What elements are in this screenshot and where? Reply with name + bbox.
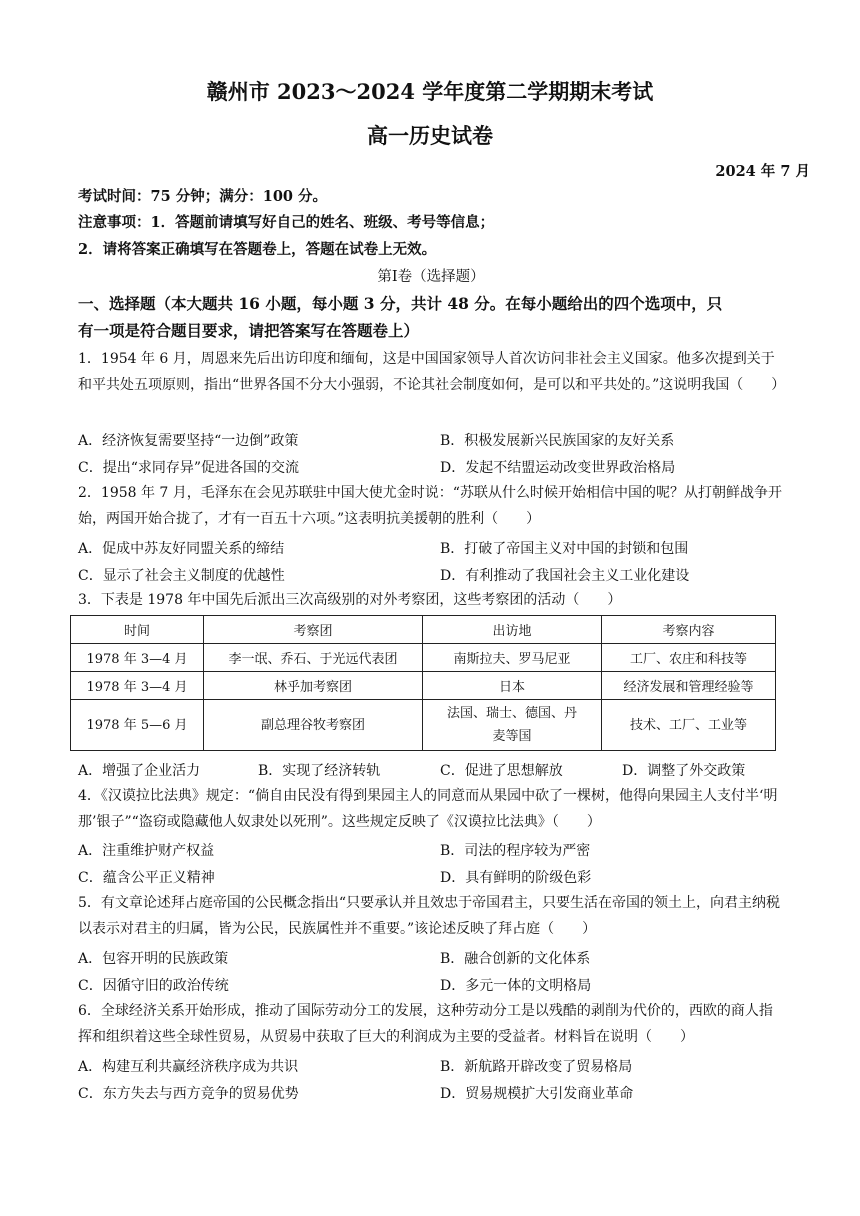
table-header-cell: 出访地 (423, 616, 602, 644)
section-heading-line2: 有一项是符合题目要求，请把答案写在答题卷上） (78, 321, 420, 340)
table-cell: 法国、瑞士、德国、丹麦等国 (423, 700, 602, 751)
delegation-table (70, 615, 776, 751)
section-heading-line1: 一、选择题（本大题共 16 小题，每小题 3 分，共计 48 分。在每小题给出的四个选项中，只 (78, 294, 723, 313)
question-3-stem: 3．下表是 1978 年中国先后派出三次高级别的对外考察团，这些考察团的活动（ ） (78, 592, 622, 608)
table-cell: 日本 (423, 672, 602, 700)
table-cell: 1978 年 5—6 月 (71, 700, 204, 751)
table-cell: 副总理谷牧考察团 (204, 700, 423, 751)
question-4-option-a[interactable]: A．注重维护财产权益 (78, 843, 215, 859)
question-4-option-d[interactable]: D．具有鲜明的阶级色彩 (440, 870, 592, 886)
table-cell: 李一氓、乔石、于光远代表团 (204, 644, 423, 672)
table-header-cell: 时间 (71, 616, 204, 644)
question-6-option-c[interactable]: C．东方失去与西方竞争的贸易优势 (78, 1086, 299, 1102)
question-2-option-d[interactable]: D．有利推动了我国社会主义工业化建设 (440, 568, 690, 584)
question-2-stem: 2．1958 年 7 月，毛泽东在会见苏联驻中国大使尤金时说：“苏联从什么时候开始相信中国的呢？从打朝鲜战争开始，两国开始合拢了，才有一百五十六项。”这表明抗美援朝的胜利（ ） (78, 485, 782, 527)
question-3-option-b[interactable]: B．实现了经济转轨 (258, 763, 381, 779)
question-2-option-b[interactable]: B．打破了帝国主义对中国的封锁和包围 (440, 541, 689, 557)
table-cell: 1978 年 3—4 月 (71, 672, 204, 700)
table-cell: 经济发展和管理经验等 (602, 672, 776, 700)
table-cell: 林乎加考察团 (204, 672, 423, 700)
exam-time: 考试时间：75 分钟；满分：100 分。 (78, 188, 328, 205)
table-cell: 工厂、农庄和科技等 (602, 644, 776, 672)
question-2-option-a[interactable]: A．促成中苏友好同盟关系的缔结 (78, 541, 285, 557)
question-4-option-b[interactable]: B．司法的程序较为严密 (440, 843, 591, 859)
question-1-option-d[interactable]: D．发起不结盟运动改变世界政治格局 (440, 460, 676, 476)
exam-date: 2024 年 7 月 (715, 163, 810, 180)
question-5-option-a[interactable]: A．包容开明的民族政策 (78, 951, 229, 967)
question-3-option-d[interactable]: D．调整了外交政策 (622, 763, 746, 779)
table-row (71, 644, 776, 672)
question-1-option-b[interactable]: B．积极发展新兴民族国家的友好关系 (440, 433, 675, 449)
question-5-option-b[interactable]: B．融合创新的文化体系 (440, 951, 591, 967)
question-6-option-d[interactable]: D．贸易规模扩大引发商业革命 (440, 1086, 634, 1102)
question-4-stem: 4．《汉谟拉比法典》规定：“倘自由民没有得到果园主人的同意而从果园中砍了一棵树，他得向果园主人支付半‘明那’银子”“盗窃或隐藏他人奴隶处以死刑”。这些规定反映了《汉谟拉比法典》（ ） (78, 788, 778, 830)
table-cell: 技术、工厂、工业等 (602, 700, 776, 751)
table-header-row (71, 616, 776, 644)
notice-1: 注意事项：1．答题前请填写好自己的姓名、班级、考号等信息； (78, 214, 495, 231)
question-2-option-c[interactable]: C．显示了社会主义制度的优越性 (78, 568, 285, 584)
table-header-cell: 考察内容 (602, 616, 776, 644)
exam-subtitle: 高一历史试卷 (367, 123, 493, 148)
question-1-stem: 1．1954 年 6 月，周恩来先后出访印度和缅甸，这是中国国家领导人首次访问非社会主义国家。他多次提到关于和平共处五项原则，指出“世界各国不分大小强弱，不论其社会制度如何，是可以和平共处的。”这说明我国（ ） (78, 351, 786, 393)
question-5-stem: 5．有文章论述拜占庭帝国的公民概念指出“只要承认并且效忠于帝国君主，只要生活在帝国的领土上，向君主纳税以表示对君主的归属，皆为公民，民族属性并不重要。”该论述反映了拜占庭（ ） (78, 895, 781, 937)
question-5-option-d[interactable]: D．多元一体的文明格局 (440, 978, 592, 994)
table-header-cell: 考察团 (204, 616, 423, 644)
table-row (71, 672, 776, 700)
volume-heading: 第Ⅰ卷（选择题） (377, 269, 485, 285)
question-5-option-c[interactable]: C．因循守旧的政治传统 (78, 978, 229, 994)
exam-title: 赣州市 2023～2024 学年度第二学期期末考试 (206, 79, 654, 104)
question-4-option-c[interactable]: C．蕴含公平正义精神 (78, 870, 215, 886)
notice-2: 2．请将答案正确填写在答题卷上，答题在试卷上无效。 (78, 241, 437, 258)
table-cell: 1978 年 3—4 月 (71, 644, 204, 672)
question-6-option-b[interactable]: B．新航路开辟改变了贸易格局 (440, 1059, 633, 1075)
question-6-stem: 6．全球经济关系开始形成，推动了国际劳动分工的发展，这种劳动分工是以残酷的剥削为代价的，西欧的商人指挥和组织着这些全球性贸易，从贸易中获取了巨大的利润成为主要的受益者。材料旨在说明（ ） (78, 1003, 773, 1045)
question-1-option-a[interactable]: A．经济恢复需要坚持“一边倒”政策 (78, 433, 299, 449)
question-1-option-c[interactable]: C．提出“求同存异”促进各国的交流 (78, 460, 300, 476)
table-cell: 南斯拉夫、罗马尼亚 (423, 644, 602, 672)
question-3-option-c[interactable]: C．促进了思想解放 (440, 763, 563, 779)
question-3-option-a[interactable]: A．增强了企业活力 (78, 763, 201, 779)
question-6-option-a[interactable]: A．构建互利共赢经济秩序成为共识 (78, 1059, 299, 1075)
table-row (71, 700, 776, 751)
